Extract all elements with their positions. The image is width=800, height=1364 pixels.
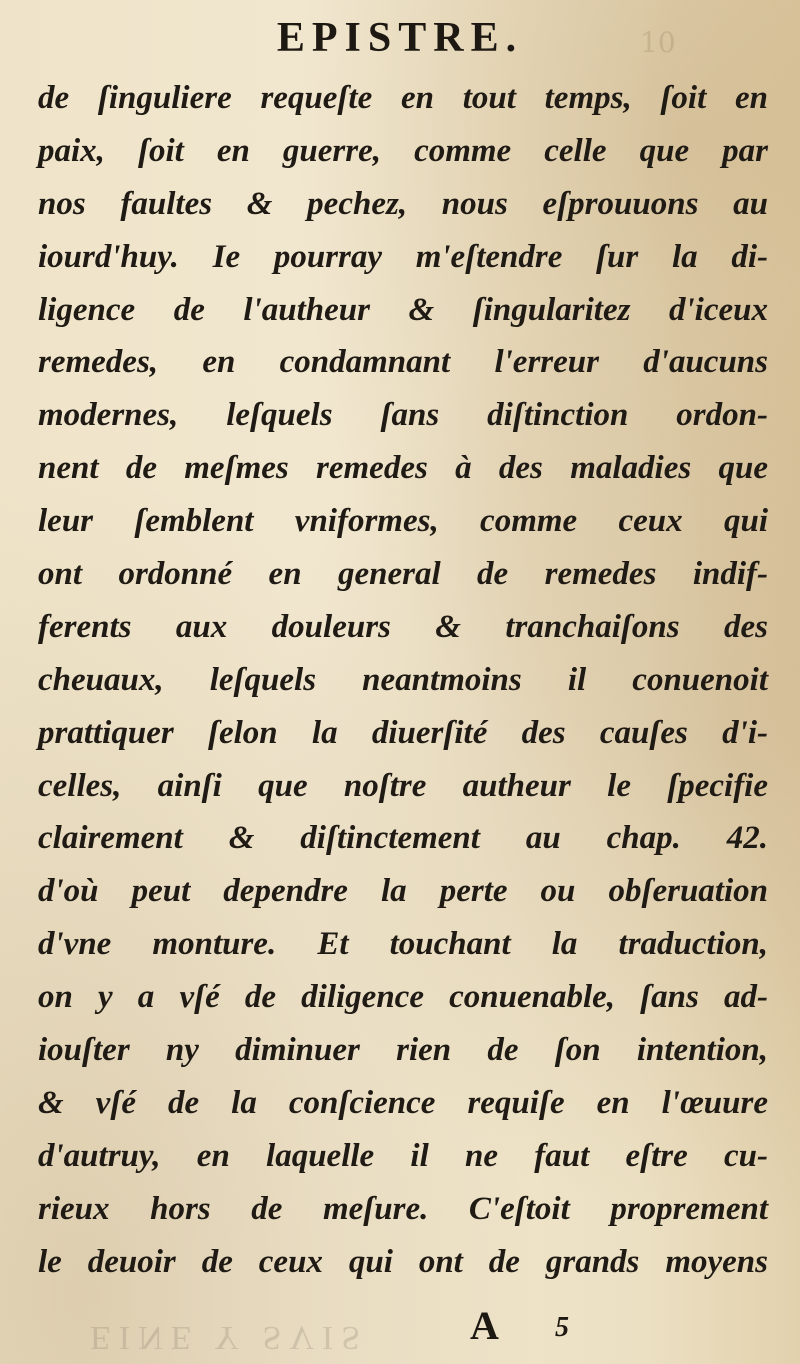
text-line: ont ordonné en general de remedes indif- [38,556,768,593]
text-line: nent de meſmes remedes à des maladies que [38,450,768,487]
show-through-folio: 10 [640,26,676,59]
text-line: de ſinguliere requeſte en tout temps, ſoit en [38,80,768,116]
text-line: rieux hors de meſure. C'eſtoit proprement [38,1190,768,1227]
text-line: & vſé de la conſcience requiſe en l'œuure [38,1084,768,1121]
text-line: remedes, en condamnant l'erreur d'aucuns [38,344,768,381]
text-line: cheuaux, leſquels neantmoins il conuenoit [38,661,768,698]
text-line: nos faultes & pechez, nous eſprouuons au [38,185,768,222]
show-through-text: EINE Y SVIS [90,1319,369,1356]
text-line: clairement & diſtinctement au chap. 42. [38,820,768,857]
text-line: modernes, leſquels ſans diſtinction ordon- [38,397,768,434]
text-line: ligence de l'autheur & ſingularitez d'iceux [38,291,768,328]
body-text [38,72,768,1288]
text-line: ferents aux douleurs & tranchaiſons des [38,608,768,645]
signature-number: 5 [555,1312,569,1343]
signature-mark: A [470,1303,499,1348]
text-line: iouſter ny diminuer rien de ſon intention, [38,1032,768,1069]
text-line: d'où peut dependre la perte ou obſeruation [38,873,768,910]
text-line: prattiquer ſelon la diuerſité des cauſes d'i- [38,714,768,751]
text-line: d'autruy, en laquelle il ne faut eſtre cu- [38,1137,768,1174]
text-line: celles, ainſi que noſtre autheur le ſpecifie [38,767,768,804]
text-line: d'vne monture. Et touchant la traduction, [38,926,768,963]
text-line: le deuoir de ceux qui ont de grands moyens [38,1243,768,1280]
text-line: leur ſemblent vniformes, comme ceux qui [38,503,768,540]
running-head: EPISTRE. [276,15,524,61]
text-line: paix, ſoit en guerre, comme celle que par [38,132,768,169]
text-line: iourd'huy. Ie pourray m'eſtendre ſur la di- [38,238,768,275]
text-line: on y a vſé de diligence conuenable, ſans ad- [38,979,768,1016]
